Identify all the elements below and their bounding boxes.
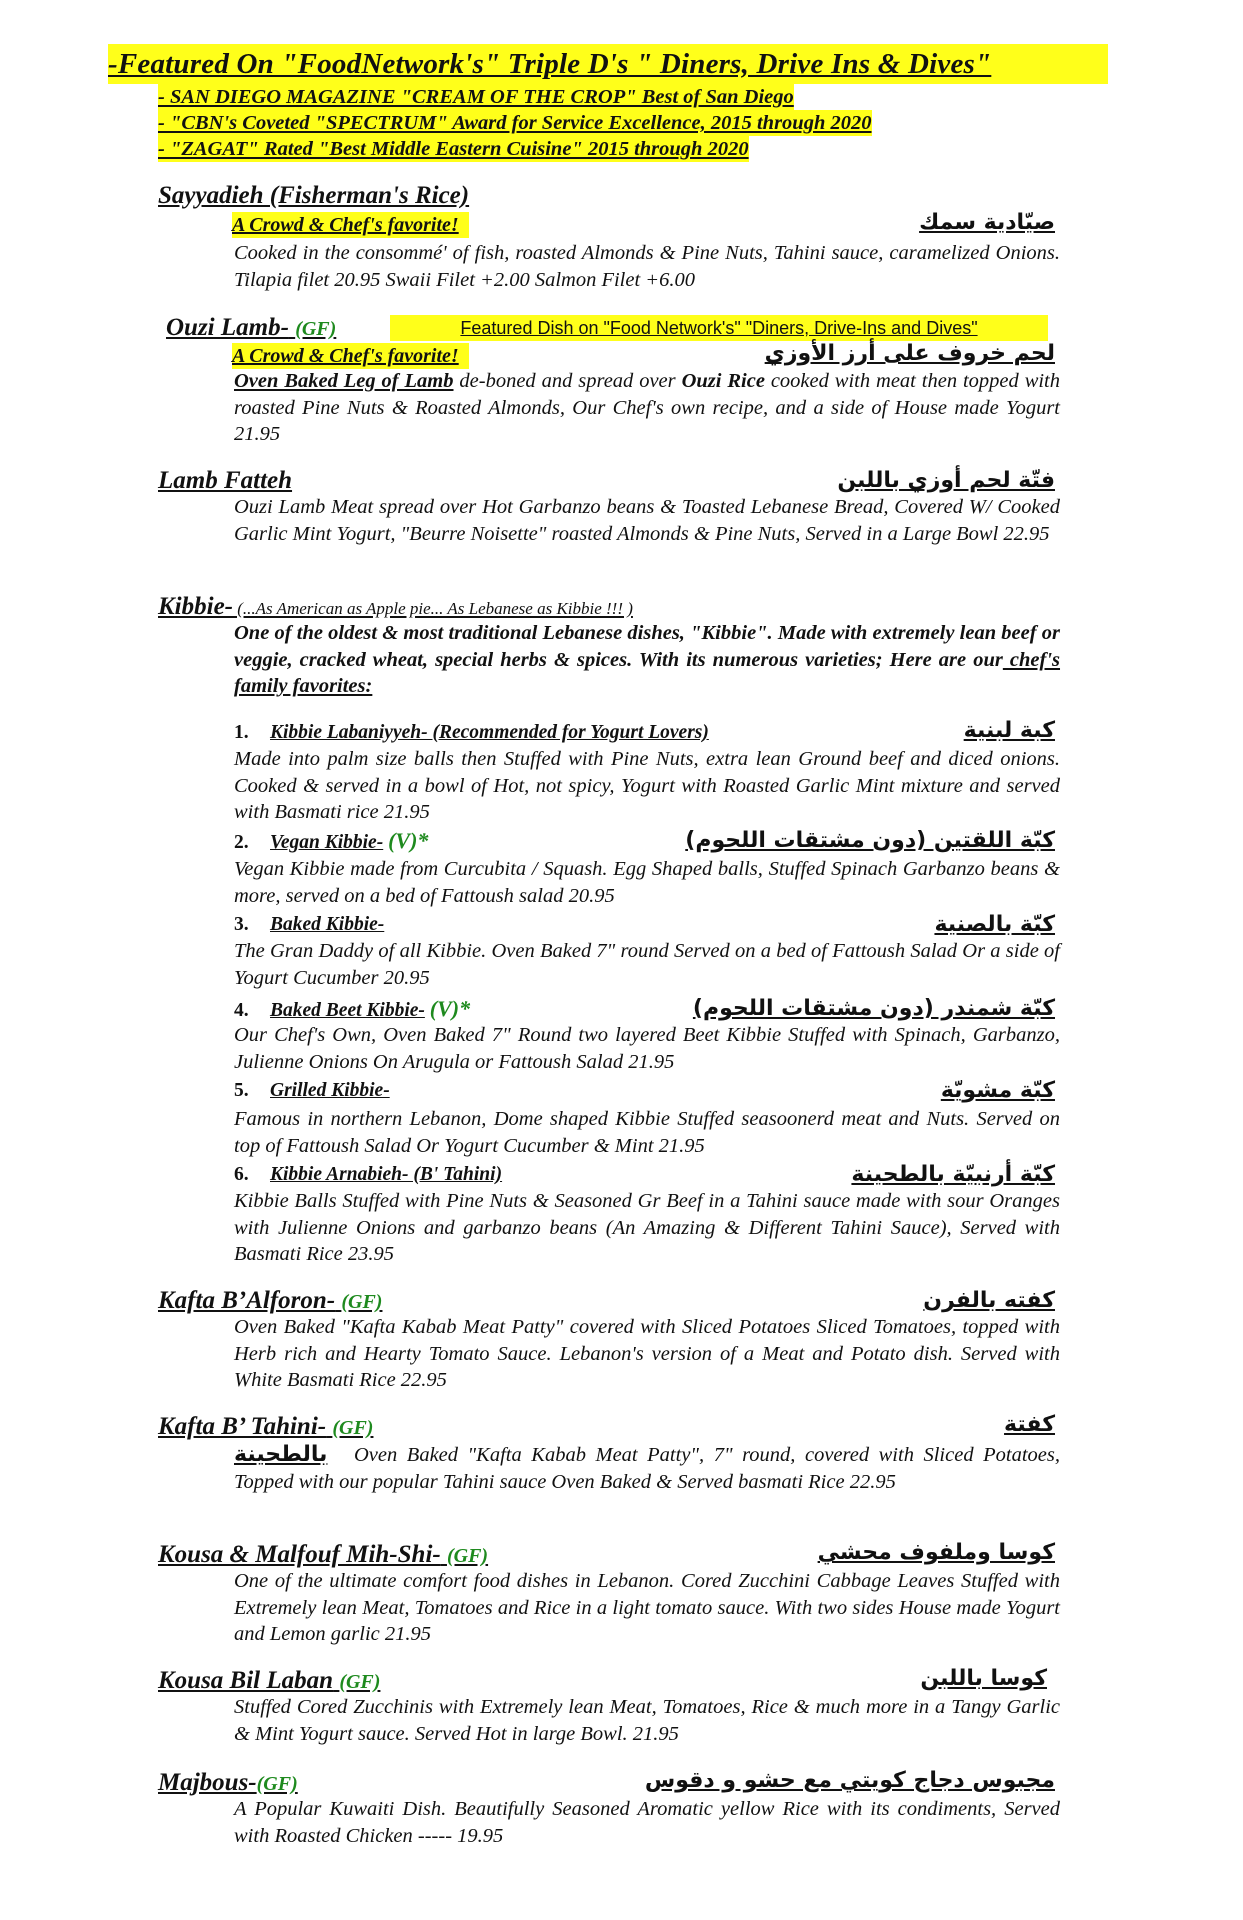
gf-badge-ouzi: (GF) xyxy=(295,318,337,340)
award-banner-spectrum: - "CBN's Coveted "SPECTRUM" Award for Service Excellence, 2015 through 2020 xyxy=(158,112,872,134)
kibbie-item-3-num: 3. xyxy=(234,914,249,935)
kibbie-title-text: Kibbie- xyxy=(158,593,233,620)
kibbie-item-5-num: 5. xyxy=(234,1080,249,1101)
kibbie-item-2-arabic: كبّة اللقتين (دون مشتقات اللحوم) xyxy=(685,828,1055,853)
kousa-laban-title-text: Kousa Bil Laban xyxy=(158,1667,334,1694)
kibbie-item-6-num: 6. xyxy=(234,1164,249,1185)
gf-badge-kousa-laban: (GF) xyxy=(339,1671,381,1693)
vegan-badge-2: (V)* xyxy=(388,828,429,853)
dish-title-majbous xyxy=(158,1768,298,1799)
dish-title-kousa-laban xyxy=(158,1666,380,1697)
featured-dish-banner: Featured Dish on "Food Network's" "Diners, Drive-Ins and Dives" xyxy=(390,315,1048,341)
kibbie-item-2-desc: Vegan Kibbie made from Curcubita / Squash. Egg Shaped balls, Stuffed Spinach Garbanzo beans & more, served on a bed of Fattoush salad 20.95 xyxy=(234,858,1060,907)
arabic-name-ouzi: لحم خروف على أرز الأوزي xyxy=(764,341,1055,366)
dish-desc-kousa-malfouf: One of the ultimate comfort food dishes in Lebanon. Cored Zucchini Cabbage Leaves Stuffed with Extremely lean Meat, Tomatoes and Rice in a light tomato sauce. With two sides House made Yogurt and Lemon garlic 21.95 xyxy=(234,1570,1060,1645)
kibbie-intro-favorites: chef's family favorites: xyxy=(234,648,1061,697)
kibbie-item-3-arabic: كبّة بالصنية xyxy=(934,912,1055,937)
kibbie-item-4-name: Baked Beet Kibbie- xyxy=(270,1000,425,1021)
kafta-tahini-title-text: Kafta B’ Tahini- xyxy=(158,1413,327,1440)
arabic-name-kousa-malfouf: كوسا وملفوف محشي xyxy=(817,1540,1055,1565)
kibbie-item-5-name: Grilled Kibbie- xyxy=(270,1080,390,1101)
dish-desc-fatteh: Ouzi Lamb Meat spread over Hot Garbanzo beans & Toasted Lebanese Bread, Covered W/ Cooked Garlic Mint Yogurt, "Beurre Noisette" roasted Almonds & Pine Nuts, Served in a Large Bowl 22.95 xyxy=(234,496,1060,545)
kibbie-intro xyxy=(234,620,1060,700)
kibbie-item-6-desc: Kibbie Balls Stuffed with Pine Nuts & Seasoned Gr Beef in a Tahini sauce made with sour Oranges with Julienne Onions and garbanzo beans (An Amazing & Different Tahini Sauce), Served with Basmati Rice 23.95 xyxy=(234,1190,1060,1265)
kibbie-item-6-arabic: كبّة أرنبيّة بالطحينة xyxy=(851,1162,1055,1187)
vegan-badge-4: (V)* xyxy=(429,996,471,1021)
kibbie-item-4-title xyxy=(234,996,470,1024)
kibbie-item-1-desc: Made into palm size balls then Stuffed with Pine Nuts, extra lean Ground beef and diced onions. Cooked & served in a bowl of Hot, not spicy, Yogurt with Roasted Garlic Mint mixture and served with Basmati rice 21.95 xyxy=(234,748,1060,823)
arabic-name-kafta-alforon: كفته بالفرن xyxy=(923,1288,1055,1313)
kibbie-item-4-desc: Our Chef's Own, Oven Baked 7" Round two layered Beet Kibbie Stuffed with Spinach, Garbanzo, Julienne Onions On Arugula or Fattoush Salad 21.95 xyxy=(234,1024,1060,1073)
majbous-title-text: Majbous- xyxy=(158,1769,257,1796)
dish-title-ouzi-text: Ouzi Lamb- xyxy=(166,314,289,341)
dish-desc-kafta-tahini: Oven Baked "Kafta Kabab Meat Patty", 7" round, covered with Sliced Potatoes, Topped with our popular Tahini sauce Oven Baked & Served basmati Rice 22.95 xyxy=(234,1444,1060,1493)
favorite-tag-sayyadieh: A Crowd & Chef's favorite! xyxy=(232,212,469,238)
kafta-alforon-title-text: Kafta B’Alforon- xyxy=(158,1287,336,1314)
ouzi-highlight-leg: Oven Baked Leg of Lamb xyxy=(234,370,454,392)
arabic-name-kafta-tahini: كفتة xyxy=(1004,1412,1055,1437)
favorite-tag-ouzi: A Crowd & Chef's favorite! xyxy=(232,343,469,369)
kibbie-item-2-name: Vegan Kibbie- xyxy=(270,832,384,853)
ouzi-desc-part1: de-boned and spread over xyxy=(453,370,682,392)
kibbie-item-1-name: Kibbie Labaniyyeh- (Recommended for Yogurt Lovers) xyxy=(270,722,709,743)
kibbie-item-3-name: Baked Kibbie- xyxy=(270,914,385,935)
arabic-name-kafta-tahini-2: بالطحينة xyxy=(234,1442,328,1467)
dish-desc-kousa-laban: Stuffed Cored Zucchinis with Extremely lean Meat, Tomatoes, Rice & much more in a Tangy Garlic & Mint Yogurt sauce. Served Hot in large Bowl. 21.95 xyxy=(234,1696,1060,1745)
arabic-name-sayyadieh: صيّادية سمك xyxy=(919,210,1055,235)
dish-title-fatteh: Lamb Fatteh xyxy=(158,467,293,494)
kibbie-item-1-title xyxy=(234,720,709,746)
ouzi-desc-part2: cooked with meat then topped with roasted Pine Nuts & Roasted Almonds, Our Chef's own recipe, and a side of House made Yogurt 21.95 xyxy=(234,370,1061,445)
kibbie-item-4-arabic: كبّة شمندر (دون مشتقات اللحوم) xyxy=(692,996,1055,1021)
kibbie-item-3-desc: The Gran Daddy of all Kibbie. Oven Baked 7" round Served on a bed of Fattoush Salad Or a side of Yogurt Cucumber 20.95 xyxy=(234,940,1060,989)
ouzi-highlight-rice: Ouzi Rice xyxy=(681,370,765,392)
kibbie-intro-text: One of the oldest & most traditional Lebanese dishes, "Kibbie". Made with extremely lean beef or veggie, cracked wheat, special herbs & spices. With its numerous varieties; Here are our xyxy=(234,622,1060,671)
dish-title-kafta-tahini xyxy=(158,1412,373,1443)
kibbie-item-4-num: 4. xyxy=(234,1000,249,1021)
dish-title-ouzi xyxy=(166,313,336,344)
award-banner-zagat: - "ZAGAT" Rated "Best Middle Eastern Cuisine" 2015 through 2020 xyxy=(158,138,749,160)
kibbie-item-5-title xyxy=(234,1078,390,1104)
kibbie-item-1-num: 1. xyxy=(234,722,249,743)
arabic-name-kousa-laban: كوسا باللبن xyxy=(920,1666,1047,1691)
arabic-name-majbous: مجبوس دجاج كويتي مع حشو و دقوس xyxy=(644,1768,1055,1793)
dish-desc-kafta-alforon: Oven Baked "Kafta Kabab Meat Patty" covered with Sliced Potatoes Sliced Tomatoes, topped with Herb rich and Hearty Tomato Sauce. Lebanon's version of a Meat and Potato dish. Served with White Basmati Rice 22.95 xyxy=(234,1316,1060,1391)
kibbie-item-6-name: Kibbie Arnabieh- (B' Tahini) xyxy=(270,1164,503,1185)
arabic-name-fatteh: فتّة لحم أوزي باللبن xyxy=(837,468,1055,493)
dish-desc-sayyadieh: Cooked in the consommé' of fish, roasted Almonds & Pine Nuts, Tahini sauce, caramelized Onions. Tilapia filet 20.95 Swaii Filet +2.00 Salmon Filet +6.00 xyxy=(234,242,1060,291)
dish-desc-ouzi xyxy=(234,368,1060,448)
dish-title-kafta-alforon xyxy=(158,1286,382,1317)
kibbie-item-5-arabic: كبّة مشويّة xyxy=(940,1078,1055,1103)
dish-title-sayyadieh: Sayyadieh (Fisherman's Rice) xyxy=(158,182,470,209)
dish-desc-majbous: A Popular Kuwaiti Dish. Beautifully Seasoned Aromatic yellow Rice with its condiments, Served with Roasted Chicken ----- 19.95 xyxy=(234,1798,1060,1847)
gf-badge-kousa-malfouf: (GF) xyxy=(446,1545,489,1567)
gf-badge-kafta-tahini: (GF) xyxy=(332,1417,374,1439)
kibbie-note: (...As American as Apple pie... As Lebanese as Kibbie !!! ) xyxy=(233,599,633,618)
gf-badge-kafta-alforon: (GF) xyxy=(341,1291,383,1313)
gf-badge-majbous: (GF) xyxy=(256,1773,298,1795)
kibbie-item-2-title xyxy=(234,828,428,856)
kibbie-item-2-num: 2. xyxy=(234,832,249,853)
kousa-malfouf-title-text: Kousa & Malfouf Mih-Shi- xyxy=(158,1541,441,1568)
award-banner-magazine: - SAN DIEGO MAGAZINE "CREAM OF THE CROP" Best of San Diego xyxy=(158,86,794,108)
dish-title-kousa-malfouf xyxy=(158,1540,488,1571)
kibbie-item-3-title xyxy=(234,912,384,938)
kibbie-item-6-title xyxy=(234,1162,502,1188)
kibbie-item-1-arabic: كبة لبنية xyxy=(963,718,1055,743)
kibbie-item-5-desc: Famous in northern Lebanon, Dome shaped Kibbie Stuffed seasoonerd meat and Nuts. Served on top of Fattoush Salad Or Yogurt Cucumber & Mint 21.95 xyxy=(234,1108,1060,1157)
featured-banner: -Featured On "FoodNetwork's" Triple D's " Diners, Drive Ins & Dives" xyxy=(108,44,1108,84)
